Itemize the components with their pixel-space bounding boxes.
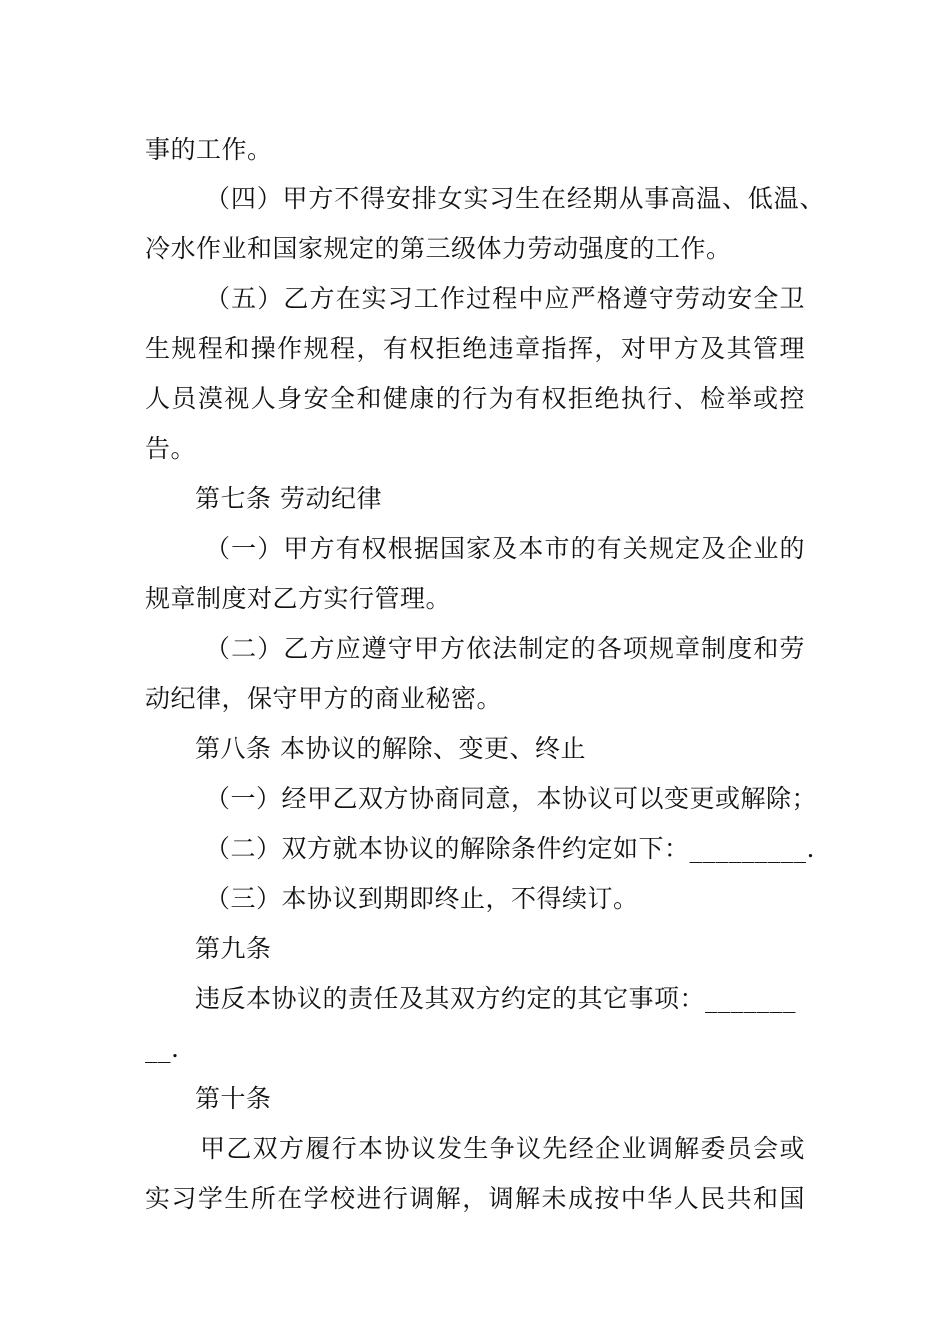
- text-line: 告。: [145, 434, 197, 463]
- text-line: （一）甲方有权根据国家及本市的有关规定及企业的: [205, 534, 805, 563]
- text-line: （一）经甲乙双方协商同意，本协议可以变更或解除；: [205, 784, 818, 813]
- text-line: （四）甲方不得安排女实习生在经期从事高温、低温、: [205, 184, 825, 213]
- section-heading: 第七条 劳动纪律: [195, 484, 382, 513]
- text-line: （五）乙方在实习工作过程中应严格遵守劳动安全卫: [205, 284, 805, 313]
- text-line: （三）本协议到期即终止，不得续订。: [205, 884, 639, 913]
- section-heading: 第十条: [195, 1084, 272, 1113]
- section-heading: 第九条: [195, 934, 272, 963]
- text-line: 甲乙双方履行本协议发生争议先经企业调解委员会或: [200, 1134, 805, 1163]
- text-line: 动纪律，保守甲方的商业秘密。: [145, 684, 503, 713]
- text-line: 冷水作业和国家规定的第三级体力劳动强度的工作。: [145, 234, 732, 263]
- text-line: 违反本协议的责任及其双方约定的其它事项：_______: [195, 984, 797, 1013]
- text-line: （二）双方就本协议的解除条件约定如下：_________.: [205, 834, 815, 863]
- section-heading: 第八条 本协议的解除、变更、终止: [195, 734, 586, 763]
- text-line: 事的工作。: [145, 135, 273, 164]
- text-line: 生规程和操作规程，有权拒绝违章指挥，对甲方及其管理: [145, 334, 805, 363]
- text-line: 规章制度对乙方实行管理。: [145, 584, 452, 613]
- text-line: 人员漠视人身安全和健康的行为有权拒绝执行、检举或控: [145, 384, 805, 413]
- text-line: 实习学生所在学校进行调解，调解未成按中华人民共和国: [145, 1184, 805, 1213]
- text-line: __.: [145, 1034, 180, 1063]
- text-line: （二）乙方应遵守甲方依法制定的各项规章制度和劳: [205, 634, 805, 663]
